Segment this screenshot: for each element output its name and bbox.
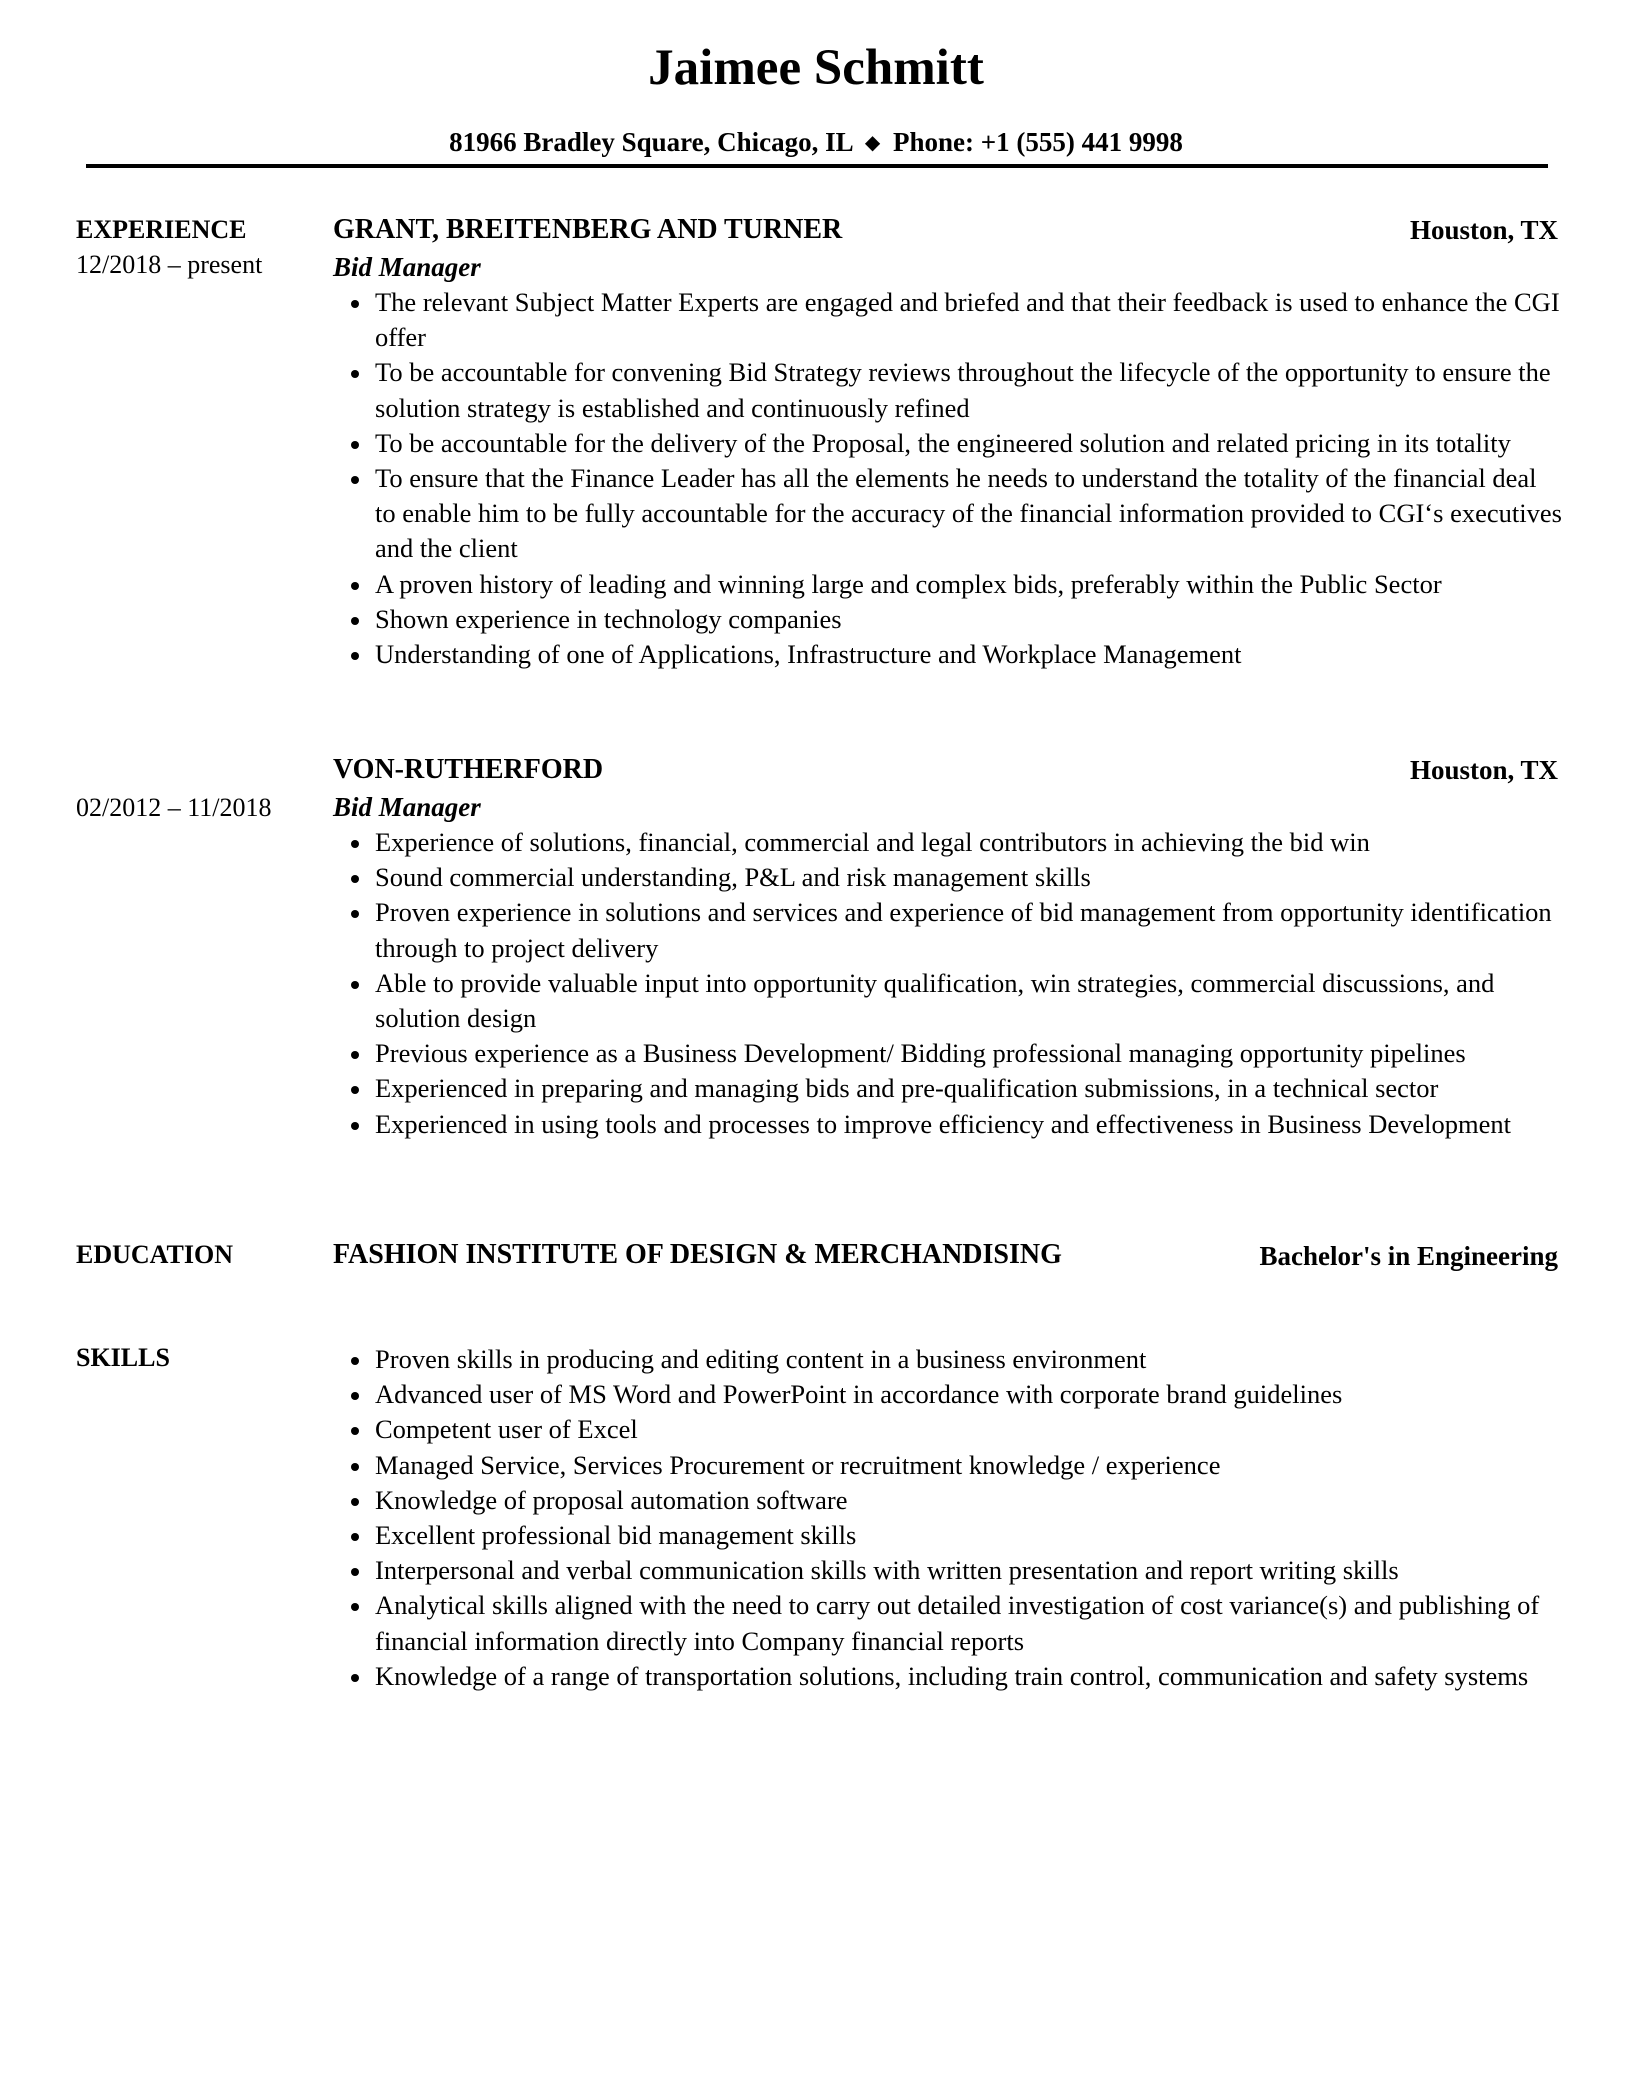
job-location: Houston, TX	[1409, 215, 1558, 245]
section-label-skills: SKILLS	[76, 1343, 170, 1372]
list-item: Shown experience in technology companies	[333, 602, 1563, 637]
list-item: A proven history of leading and winning large and complex bids, preferably within the Public Sector	[333, 567, 1563, 602]
list-item: To be accountable for the delivery of the Proposal, the engineered solution and related pricing in its totality	[333, 426, 1563, 461]
job-company: VON-RUTHERFORD	[333, 754, 604, 785]
job-bullets	[333, 285, 1563, 672]
list-item: Sound commercial understanding, P&L and risk management skills	[333, 860, 1563, 895]
list-item: Previous experience as a Business Development/ Bidding professional managing opportunity pipelines	[333, 1036, 1563, 1071]
job-bullets	[333, 825, 1563, 1142]
job-dates: 02/2012 – 11/2018	[76, 793, 272, 822]
education-school: FASHION INSTITUTE OF DESIGN & MERCHANDISING	[333, 1239, 1062, 1270]
section-label-education: EDUCATION	[76, 1240, 233, 1269]
skills-list	[333, 1342, 1563, 1694]
list-item: Competent user of Excel	[333, 1412, 1563, 1447]
section-label-experience: EXPERIENCE	[76, 215, 247, 244]
list-item: Experienced in using tools and processes to improve efficiency and effectiveness in Business Development	[333, 1107, 1563, 1142]
list-item: Analytical skills aligned with the need to carry out detailed investigation of cost variance(s) and publishing of financial information directly into Company financial reports	[333, 1588, 1563, 1658]
job-title: Bid Manager	[333, 252, 481, 282]
list-item: Managed Service, Services Procurement or recruitment knowledge / experience	[333, 1448, 1563, 1483]
list-item: The relevant Subject Matter Experts are engaged and briefed and that their feedback is used to enhance the CGI offer	[333, 285, 1563, 355]
list-item: Advanced user of MS Word and PowerPoint in accordance with corporate brand guidelines	[333, 1377, 1563, 1412]
list-item: Able to provide valuable input into opportunity qualification, win strategies, commercial discussions, and solution design	[333, 966, 1563, 1036]
diamond-separator-icon: ◆	[864, 132, 881, 154]
job-title: Bid Manager	[333, 792, 481, 822]
job-location: Houston, TX	[1409, 755, 1558, 785]
address: 81966 Bradley Square, Chicago, IL	[449, 127, 853, 157]
list-item: To ensure that the Finance Leader has all the elements he needs to understand the totality of the financial deal to enable him to be fully accountable for the accuracy of the financial information provided to CGI‘s executives and the client	[333, 461, 1563, 567]
list-item: Proven skills in producing and editing content in a business environment	[333, 1342, 1563, 1377]
list-item: Interpersonal and verbal communication skills with written presentation and report writing skills	[333, 1553, 1563, 1588]
list-item: Experienced in preparing and managing bids and pre-qualification submissions, in a technical sector	[333, 1071, 1563, 1106]
list-item: Understanding of one of Applications, Infrastructure and Workplace Management	[333, 637, 1563, 672]
candidate-name: Jaimee Schmitt	[648, 40, 984, 96]
list-item: Proven experience in solutions and services and experience of bid management from opportunity identification through to project delivery	[333, 895, 1563, 965]
education-degree: Bachelor's in Engineering	[1259, 1241, 1558, 1271]
job-company: GRANT, BREITENBERG AND TURNER	[333, 214, 843, 245]
list-item: Knowledge of a range of transportation solutions, including train control, communication and safety systems	[333, 1659, 1563, 1694]
phone: Phone: +1 (555) 441 9998	[893, 127, 1183, 157]
list-item: Experience of solutions, financial, commercial and legal contributors in achieving the bid win	[333, 825, 1563, 860]
header-rule	[86, 164, 1548, 168]
job-dates: 12/2018 – present	[76, 250, 263, 279]
list-item: Knowledge of proposal automation software	[333, 1483, 1563, 1518]
contact-line	[0, 125, 1632, 160]
list-item: Excellent professional bid management skills	[333, 1518, 1563, 1553]
list-item: To be accountable for convening Bid Strategy reviews throughout the lifecycle of the opportunity to ensure the solution strategy is established and continuously refined	[333, 355, 1563, 425]
